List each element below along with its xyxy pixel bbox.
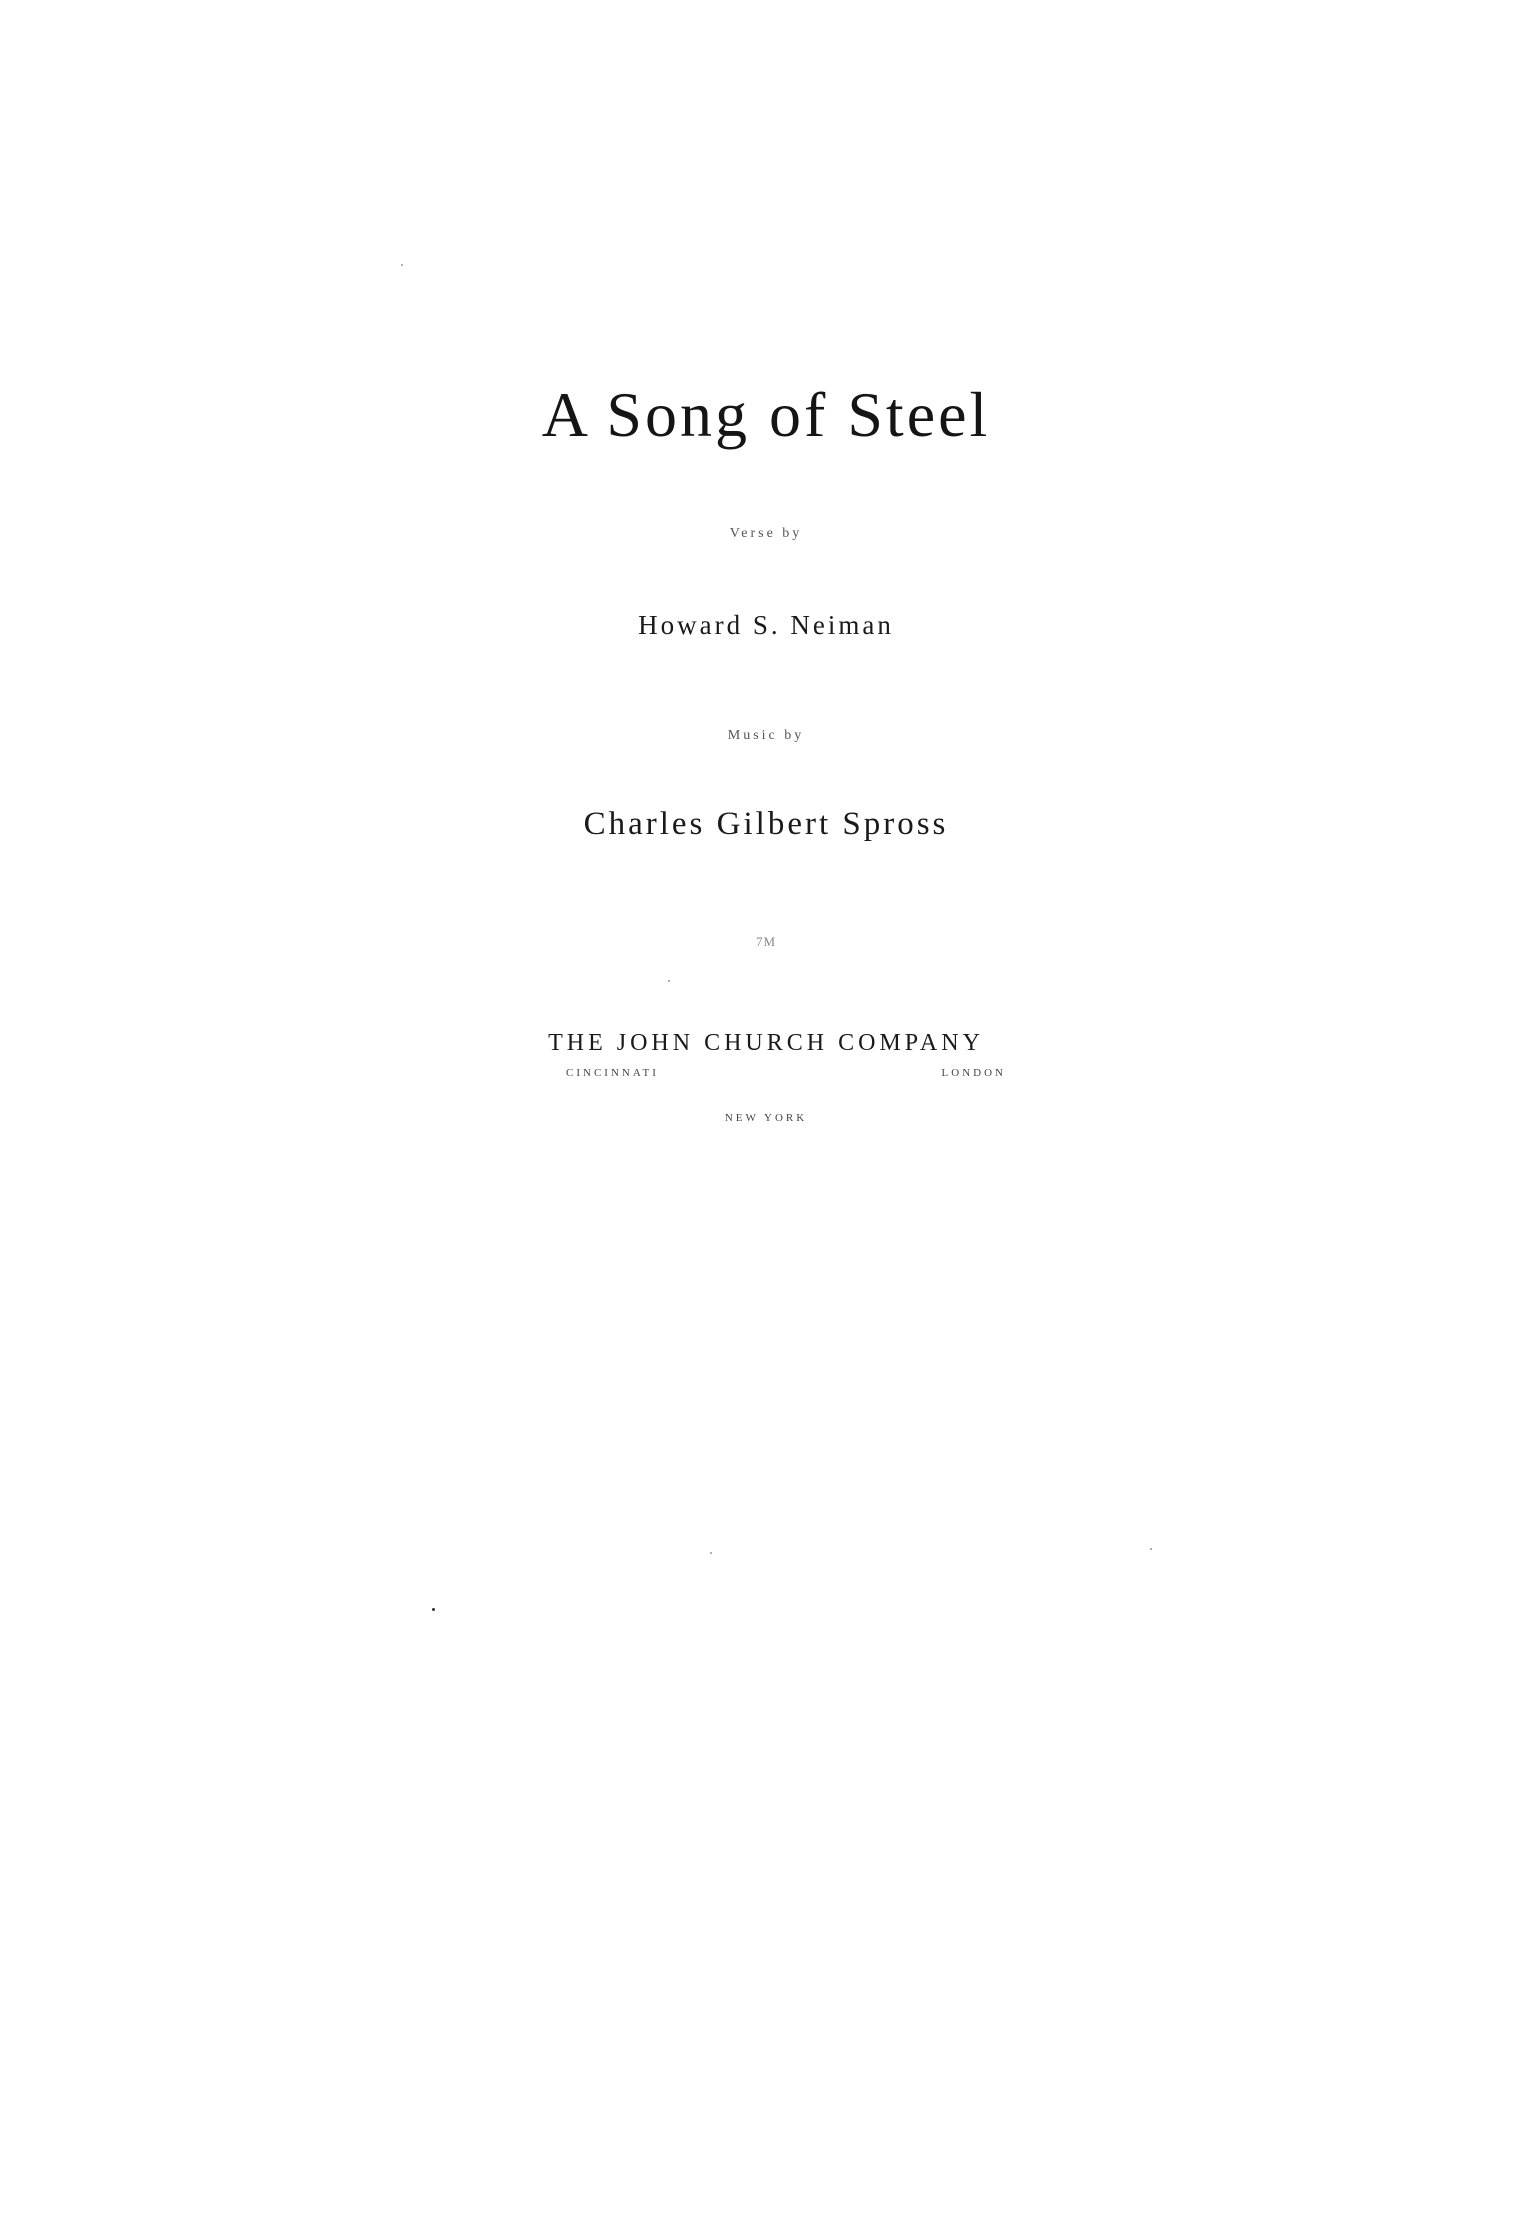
scan-speck xyxy=(710,1552,712,1554)
scan-speck xyxy=(1150,1548,1152,1550)
scan-speck xyxy=(668,980,670,982)
scan-speck xyxy=(401,264,403,266)
city-new-york: NEW YORK xyxy=(724,1112,808,1124)
composer-name: Charles Gilbert Spross xyxy=(583,806,949,842)
lyricist-name: Howard S. Neiman xyxy=(638,610,894,640)
publisher-name: THE JOHN CHURCH COMPANY xyxy=(548,1030,984,1056)
plate-mark: 7M xyxy=(755,934,777,949)
song-title: A Song of Steel xyxy=(541,379,991,450)
scan-speck xyxy=(432,1608,435,1611)
verse-by-label: Verse by xyxy=(729,526,803,541)
city-cincinnati: CINCINNATI xyxy=(566,1067,659,1079)
music-by-label: Music by xyxy=(727,728,805,743)
city-london: LONDON xyxy=(941,1067,1006,1079)
publisher-cities xyxy=(566,1067,1006,1079)
